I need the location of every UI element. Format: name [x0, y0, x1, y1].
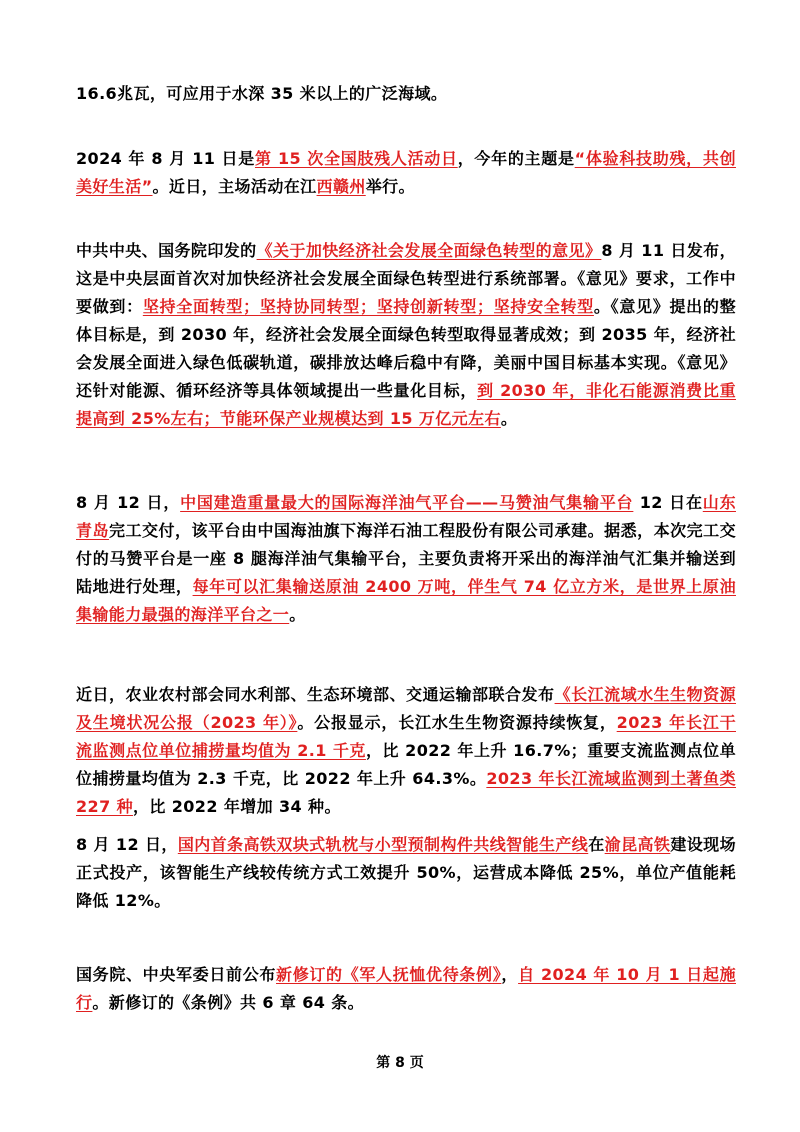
page-number: 第 8 页: [376, 1055, 424, 1071]
body-text: 。: [500, 409, 518, 428]
highlighted-text: 自 2024 年 10 月 1 日起施行: [76, 965, 736, 1012]
highlighted-text: 新修订的《军人抚恤优待条例》: [276, 965, 502, 984]
highlighted-text: 《长江流域水生生物资源及生境状况公报（2023 年）》: [76, 685, 737, 732]
highlighted-text: 山东青岛: [76, 493, 736, 540]
highlighted-text: “体验科技助残，共创美好生活”: [76, 149, 736, 196]
body-text: 中共中央、国务院印发的: [76, 241, 257, 260]
body-text: 2024 年 8 月 11 日是: [76, 149, 255, 168]
body-text: 8 月 12 日，: [76, 835, 178, 854]
highlighted-text: 到 2030 年，非化石能源消费比重提高到 25%左右；节能环保产业规模达到 15 万亿元左右: [76, 381, 736, 428]
paragraph-disabled-day: [76, 145, 736, 201]
paragraph-oil-gas-platform: [76, 489, 736, 629]
highlighted-text: 中国建造重量最大的国际海洋油气平台——马赞油气集输平台: [180, 493, 634, 512]
body-text: 举行。: [365, 177, 415, 196]
body-text: 。《意见》提出的整体目标是，到 2030 年，经济社会发展全面绿色转型取得显著成效；到 2035 年，经济社会发展全面进入绿色低碳轨道，碳排放达峰后稳中有降，美丽中国目标基本实现。《意见》还针对能源、循环经济等具体领域提出一些量化目标，: [76, 297, 736, 400]
paragraph-military-regulation: [76, 961, 736, 1017]
body-text: 8 月 11 日发布，这是中央层面首次对加快经济社会发展全面绿色转型进行系统部署。《意见》要求，工作中要做到：: [76, 241, 736, 316]
body-text: 建设现场正式投产，该智能生产线较传统方式工效提升 50%，运营成本降低 25%，单位产值能耗降低 12%。: [76, 835, 736, 910]
body-text: 。: [289, 605, 306, 624]
highlighted-text: 坚持全面转型；坚持协同转型；坚持创新转型；坚持安全转型: [142, 297, 594, 316]
body-text: 。近日，主场活动在江: [152, 177, 317, 196]
body-text: ，比 2022 年增加 34 种。: [132, 797, 341, 816]
paragraph-green-transition: [76, 237, 736, 433]
highlighted-text: 《关于加快经济社会发展全面绿色转型的意见》: [256, 241, 602, 260]
body-text: 在: [588, 835, 605, 854]
body-text: 8 月 12 日，: [76, 493, 181, 512]
highlighted-text: 渝昆高铁: [604, 835, 671, 854]
paragraph-yangtze-report: [76, 681, 736, 821]
paragraph-railway-production-line: [76, 831, 736, 915]
body-text: 16.6兆瓦，可应用于水深 35 米以上的广泛海域。: [76, 84, 448, 103]
body-text: ，: [501, 965, 519, 984]
highlighted-text: 2023 年长江干流监测点位单位捕捞量均值为 2.1 千克: [76, 713, 736, 760]
highlighted-text: 国内首条高铁双块式轨枕与小型预制构件共线智能生产线: [177, 835, 589, 854]
paragraph-wind-turbine: [76, 80, 736, 108]
body-text: 国务院、中央军委日前公布: [76, 965, 277, 984]
highlighted-text: 西赣州: [316, 177, 366, 196]
body-text: 近日，农业农村部会同水利部、生态环境部、交通运输部联合发布: [76, 685, 555, 704]
highlighted-text: 2023 年长江流域监测到土著鱼类 227 种: [76, 769, 736, 816]
highlighted-text: 每年可以汇集输送原油 2400 万吨，伴生气 74 亿立方米，是世界上原油集输能力最强的海洋平台之一: [76, 577, 736, 624]
highlighted-text: 第 15 次全国肢残人活动日: [254, 149, 458, 168]
body-text: 。新修订的《条例》共 6 章 64 条。: [92, 993, 365, 1012]
body-text: 12 日在: [633, 493, 703, 512]
body-text: ，今年的主题是: [457, 149, 575, 168]
body-text: ，比 2022 年上升 16.7%；重要支流监测点位单位捕捞量均值为 2.3 千克，比 2022 年上升 64.3%。: [76, 741, 736, 788]
body-text: 完工交付，该平台由中国海油旗下海洋石油工程股份有限公司承建。据悉，本次完工交付的马赞平台是一座 8 腿海洋油气集输平台，主要负责将开采出的海洋油气汇集并输送到陆地进行处理，: [76, 521, 736, 596]
body-text: 。公报显示，长江水生生物资源持续恢复，: [297, 713, 617, 732]
